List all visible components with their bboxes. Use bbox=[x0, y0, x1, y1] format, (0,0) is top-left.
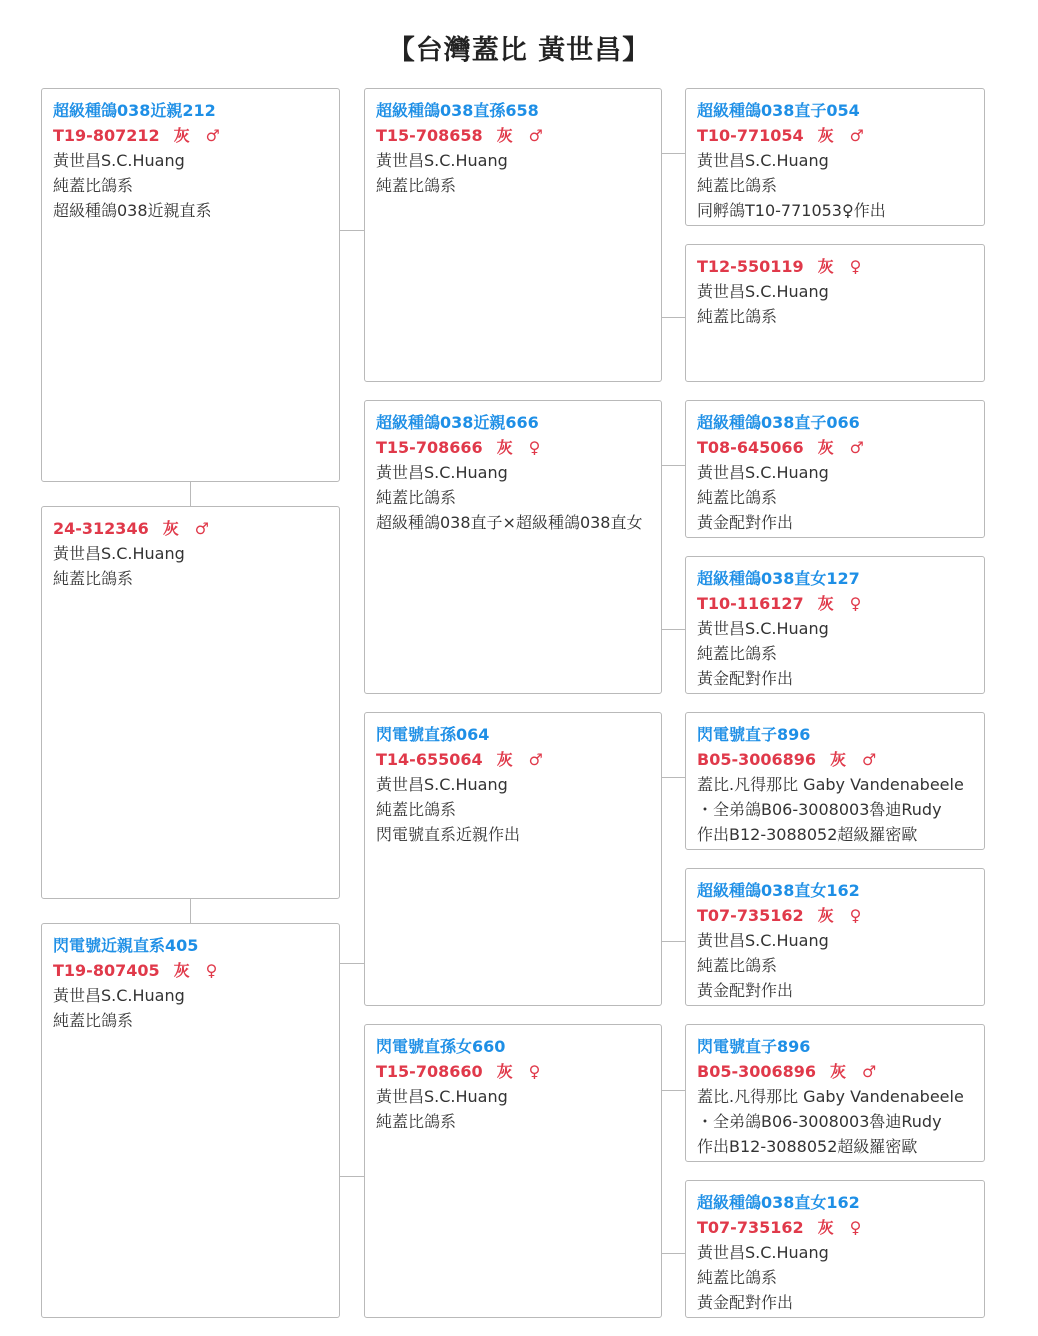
color-label: 灰 bbox=[817, 1218, 834, 1237]
info-line: 黃金配對作出 bbox=[697, 669, 794, 688]
pigeon-name: 超級種鴿038直子054 bbox=[697, 101, 860, 120]
ring-number: T15-708660 bbox=[376, 1062, 483, 1081]
connector-line bbox=[661, 777, 686, 778]
info-line: 純蓋比鴿系 bbox=[697, 176, 778, 195]
color-label: 灰 bbox=[830, 750, 847, 769]
info-line: 純蓋比鴿系 bbox=[697, 644, 778, 663]
info-line: 黃世昌S.C.Huang bbox=[697, 1243, 829, 1262]
male-icon: ♂ bbox=[862, 750, 877, 769]
info-line: 同孵鴿T10-771053♀作出 bbox=[697, 201, 886, 220]
connector-line bbox=[190, 898, 191, 924]
pigeon-name: 超級種鴿038直孫658 bbox=[376, 101, 539, 120]
male-icon: ♂ bbox=[862, 1062, 877, 1081]
connector-line bbox=[661, 941, 686, 942]
info-line: 純蓋比鴿系 bbox=[697, 1268, 778, 1287]
female-icon: ♀ bbox=[205, 961, 218, 980]
ring-row bbox=[53, 123, 329, 148]
ring-number: T15-708658 bbox=[376, 126, 483, 145]
pedigree-card-sire-sire bbox=[364, 88, 662, 382]
ring-row bbox=[697, 1215, 974, 1240]
color-label: 灰 bbox=[496, 750, 513, 769]
color-label: 灰 bbox=[162, 519, 179, 538]
info-line: 閃電號直系近親作出 bbox=[376, 825, 521, 844]
pigeon-name: 超級種鴿038直女127 bbox=[697, 569, 860, 588]
color-label: 灰 bbox=[496, 126, 513, 145]
ring-number: T19-807405 bbox=[53, 961, 160, 980]
info-line: 純蓋比鴿系 bbox=[376, 800, 457, 819]
ring-row bbox=[376, 1059, 651, 1084]
pedigree-card-g2 bbox=[685, 244, 985, 382]
connector-line bbox=[661, 465, 686, 466]
info-line: 作出B12-3088052超級羅密歐 bbox=[697, 1137, 918, 1156]
pigeon-name: 超級種鴿038近親212 bbox=[53, 101, 216, 120]
male-icon: ♂ bbox=[528, 126, 543, 145]
ring-number: T12-550119 bbox=[697, 257, 804, 276]
pedigree-card-g4 bbox=[685, 556, 985, 694]
info-line: 黃世昌S.C.Huang bbox=[53, 986, 185, 1005]
color-label: 灰 bbox=[830, 1062, 847, 1081]
connector-line bbox=[661, 153, 686, 154]
ring-number: T10-771054 bbox=[697, 126, 804, 145]
info-line: 黃世昌S.C.Huang bbox=[697, 151, 829, 170]
female-icon: ♀ bbox=[849, 1218, 862, 1237]
info-line: 純蓋比鴿系 bbox=[53, 569, 134, 588]
pedigree-card-g8 bbox=[685, 1180, 985, 1318]
info-line: 純蓋比鴿系 bbox=[376, 1112, 457, 1131]
info-line: 超級種鴿038近親直系 bbox=[53, 201, 212, 220]
male-icon: ♂ bbox=[849, 438, 864, 457]
ring-number: T10-116127 bbox=[697, 594, 804, 613]
pigeon-name: 超級種鴿038近親666 bbox=[376, 413, 539, 432]
info-line: 蓋比.凡得那比 Gaby Vandenabeele bbox=[697, 1087, 964, 1106]
pedigree-card-dam bbox=[41, 923, 340, 1318]
female-icon: ♀ bbox=[528, 1062, 541, 1081]
ring-row bbox=[376, 435, 651, 460]
ring-row bbox=[376, 747, 651, 772]
info-line: ・全弟鴿B06-3008003魯迪Rudy bbox=[697, 1112, 942, 1131]
color-label: 灰 bbox=[817, 438, 834, 457]
ring-number: T14-655064 bbox=[376, 750, 483, 769]
info-line: 超級種鴿038直子×超級種鴿038直女 bbox=[376, 513, 643, 532]
ring-row bbox=[697, 591, 974, 616]
connector-line bbox=[190, 481, 191, 507]
info-line: 黃世昌S.C.Huang bbox=[376, 463, 508, 482]
pedigree-card-dam-dam bbox=[364, 1024, 662, 1318]
male-icon: ♂ bbox=[849, 126, 864, 145]
color-label: 灰 bbox=[817, 257, 834, 276]
female-icon: ♀ bbox=[849, 257, 862, 276]
ring-row bbox=[697, 903, 974, 928]
ring-number: B05-3006896 bbox=[697, 750, 817, 769]
ring-number: B05-3006896 bbox=[697, 1062, 817, 1081]
info-line: 純蓋比鴿系 bbox=[376, 176, 457, 195]
ring-row bbox=[53, 516, 329, 541]
pigeon-name: 閃電號直子896 bbox=[697, 725, 811, 744]
info-line: 作出B12-3088052超級羅密歐 bbox=[697, 825, 918, 844]
info-line: 黃世昌S.C.Huang bbox=[697, 931, 829, 950]
female-icon: ♀ bbox=[849, 906, 862, 925]
connector-line bbox=[339, 1176, 365, 1177]
color-label: 灰 bbox=[817, 594, 834, 613]
connector-line bbox=[661, 629, 686, 630]
ring-number: T07-735162 bbox=[697, 1218, 804, 1237]
pigeon-name: 閃電號直孫女660 bbox=[376, 1037, 506, 1056]
ring-row bbox=[697, 435, 974, 460]
pedigree-card-subject bbox=[41, 506, 340, 899]
color-label: 灰 bbox=[817, 126, 834, 145]
info-line: 純蓋比鴿系 bbox=[697, 307, 778, 326]
female-icon: ♀ bbox=[528, 438, 541, 457]
ring-number: T07-735162 bbox=[697, 906, 804, 925]
connector-line bbox=[661, 1090, 686, 1091]
color-label: 灰 bbox=[173, 961, 190, 980]
color-label: 灰 bbox=[817, 906, 834, 925]
info-line: 黃世昌S.C.Huang bbox=[697, 619, 829, 638]
male-icon: ♂ bbox=[205, 126, 220, 145]
info-line: 黃世昌S.C.Huang bbox=[697, 282, 829, 301]
male-icon: ♂ bbox=[528, 750, 543, 769]
info-line: 純蓋比鴿系 bbox=[53, 1011, 134, 1030]
pedigree-card-dam-sire bbox=[364, 712, 662, 1006]
ring-row bbox=[53, 958, 329, 983]
ring-number: T08-645066 bbox=[697, 438, 804, 457]
color-label: 灰 bbox=[496, 438, 513, 457]
info-line: 純蓋比鴿系 bbox=[697, 488, 778, 507]
info-line: 黃世昌S.C.Huang bbox=[376, 775, 508, 794]
connector-line bbox=[339, 963, 365, 964]
ring-row bbox=[376, 123, 651, 148]
pedigree-card-g1 bbox=[685, 88, 985, 226]
pedigree-card-g5 bbox=[685, 712, 985, 850]
pedigree-card-g3 bbox=[685, 400, 985, 538]
pedigree-card-g6 bbox=[685, 868, 985, 1006]
info-line: 純蓋比鴿系 bbox=[697, 956, 778, 975]
info-line: 黃世昌S.C.Huang bbox=[53, 544, 185, 563]
info-line: ・全弟鴿B06-3008003魯迪Rudy bbox=[697, 800, 942, 819]
pedigree-card-sire-dam bbox=[364, 400, 662, 694]
connector-line bbox=[661, 317, 686, 318]
ring-row bbox=[697, 254, 974, 279]
info-line: 純蓋比鴿系 bbox=[376, 488, 457, 507]
ring-row bbox=[697, 123, 974, 148]
info-line: 蓋比.凡得那比 Gaby Vandenabeele bbox=[697, 775, 964, 794]
pigeon-name: 閃電號近親直系405 bbox=[53, 936, 199, 955]
info-line: 黃世昌S.C.Huang bbox=[376, 1087, 508, 1106]
info-line: 黃世昌S.C.Huang bbox=[376, 151, 508, 170]
info-line: 黃金配對作出 bbox=[697, 1293, 794, 1312]
connector-line bbox=[661, 1253, 686, 1254]
pigeon-name: 超級種鴿038直女162 bbox=[697, 1193, 860, 1212]
ring-number: T15-708666 bbox=[376, 438, 483, 457]
connector-line bbox=[339, 230, 365, 231]
pigeon-name: 閃電號直子896 bbox=[697, 1037, 811, 1056]
pigeon-name: 超級種鴿038直子066 bbox=[697, 413, 860, 432]
info-line: 純蓋比鴿系 bbox=[53, 176, 134, 195]
ring-row bbox=[697, 1059, 974, 1084]
ring-number: T19-807212 bbox=[53, 126, 160, 145]
page-title: 【台灣蓋比 黃世昌】 bbox=[387, 35, 651, 66]
male-icon: ♂ bbox=[194, 519, 210, 538]
pedigree-card-g7 bbox=[685, 1024, 985, 1162]
color-label: 灰 bbox=[173, 126, 190, 145]
pedigree-card-sire bbox=[41, 88, 340, 482]
color-label: 灰 bbox=[496, 1062, 513, 1081]
ring-number: 24-312346 bbox=[53, 519, 149, 538]
female-icon: ♀ bbox=[849, 594, 862, 613]
info-line: 黃世昌S.C.Huang bbox=[53, 151, 185, 170]
info-line: 黃世昌S.C.Huang bbox=[697, 463, 829, 482]
pigeon-name: 閃電號直孫064 bbox=[376, 725, 490, 744]
info-line: 黃金配對作出 bbox=[697, 513, 794, 532]
info-line: 黃金配對作出 bbox=[697, 981, 794, 1000]
pigeon-name: 超級種鴿038直女162 bbox=[697, 881, 860, 900]
ring-row bbox=[697, 747, 974, 772]
